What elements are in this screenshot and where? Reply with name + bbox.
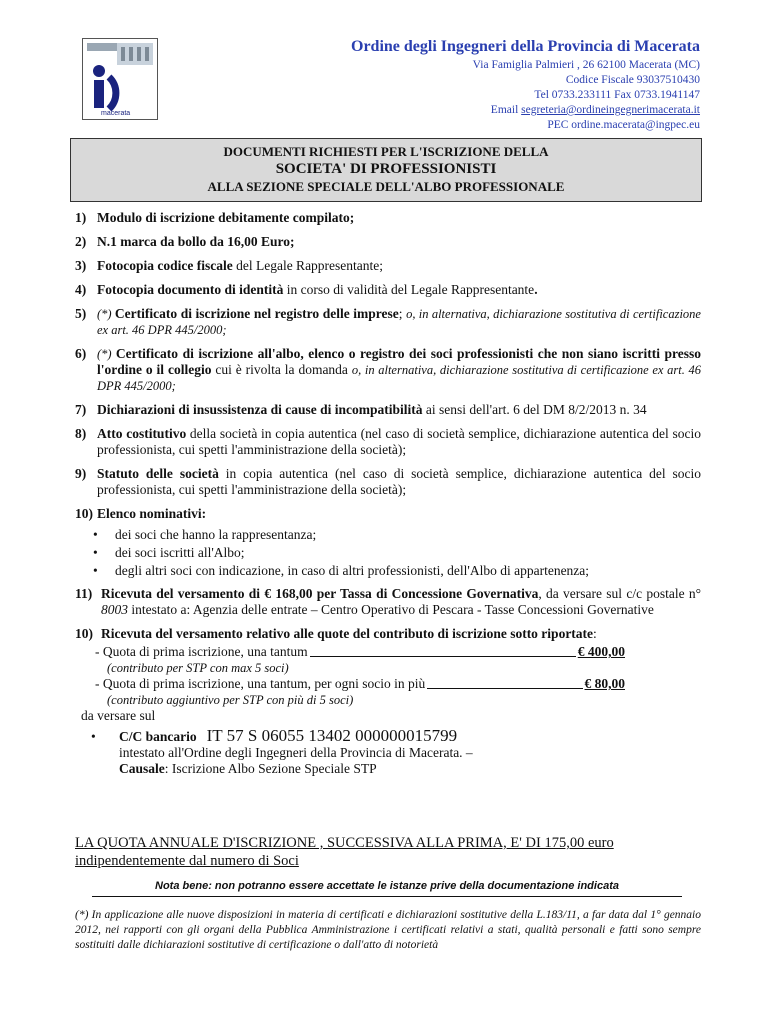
item-text: in copia autentica (nel caso di società semplice, dichiarazione autentica del socio professionista, cui spetti l'amministrazione della società);: [97, 466, 702, 497]
footnote-mark: (*): [97, 307, 115, 321]
payment-intro: da versare sul: [81, 708, 156, 723]
item-text: cui è rivolta la domanda: [211, 362, 352, 377]
organization-logo: [82, 38, 158, 120]
footnote: (*) In applicazione alle nuove disposizioni in materia di certificati e dichiarazioni sostitutive della L.183/11, a far data dal 1° gennaio 2012, nei rapporti con gli organi della Pubblica Amministrazione i certificati relativi a stati, qualità personali e fatti sono sempre sostituiti dalle dichiarazioni sostitutive di certificazione o dall'atto di notorietà: [75, 909, 701, 951]
causale-line: [75, 761, 701, 777]
phone-fax: Tel 0733.233111 Fax 0733.1941147: [534, 89, 700, 101]
item-number: 3): [75, 258, 87, 273]
annual-fee-notice: [75, 834, 701, 870]
item-bold-text: Certificato di iscrizione nel registro delle imprese: [114, 306, 399, 321]
requirements-list: [75, 210, 701, 777]
item-text: , da versare sul c/c postale n°: [538, 586, 702, 601]
org-name: Ordine degli Ingegneri della Provincia di Macerata: [351, 38, 700, 55]
list-item: [75, 426, 701, 458]
bank-label: C/C bancario: [119, 729, 197, 744]
item-number: 11): [75, 586, 93, 601]
pec-line: PEC ordine.macerata@ingpec.eu: [547, 119, 700, 131]
email-link[interactable]: segreteria@ordineingegnerimacerata.it: [521, 104, 700, 116]
quota-amount: € 80,00: [584, 676, 625, 691]
item-text: N.1 marca da bollo da 16,00 Euro;: [97, 234, 295, 249]
document-title-box: [70, 138, 702, 202]
svg-text:macerata: macerata: [101, 110, 131, 117]
list-item: [75, 506, 701, 522]
quota-label: - Quota di prima iscrizione, una tantum, per ogni socio in più: [95, 676, 426, 691]
list-item: [75, 402, 701, 418]
quota-note: (contributo per STP con max 5 soci): [107, 661, 289, 675]
email-line: [351, 103, 700, 118]
list-item: [75, 234, 701, 250]
title-line-3: ALLA SEZIONE SPECIALE DELL'ALBO PROFESSIONALE: [207, 179, 565, 194]
item-bold-text: Fotocopia documento di identità: [97, 282, 284, 297]
item-text: della società in copia autentica (nel caso di società semplice, dichiarazione autentica del socio professionista, cui spetti l'amministrazione della società);: [97, 426, 702, 457]
iban: IT 57 S 06055 13402 000000015799: [206, 726, 458, 745]
bank-account-row: [91, 728, 701, 745]
quota-section: [75, 644, 701, 777]
item-text: ;: [398, 306, 407, 321]
list-item: [75, 306, 701, 338]
email-label: Email: [490, 104, 522, 116]
nota-bene: Nota bene: non potranno essere accettate le istanze prive della documentazione indicata: [92, 880, 682, 897]
nominatives-bullet-list: [93, 526, 701, 580]
bullet-icon: •: [93, 527, 98, 542]
quota-amount: € 400,00: [577, 644, 625, 659]
item-italic-text: o, in alternativa, dichiarazione sostitutiva di certificazione ex art. 46 DPR 445/2000;: [97, 307, 701, 337]
bullet-text: degli altri soci con indicazione, in caso di altri professionisti, dell'Albo di appartenenza;: [115, 563, 590, 578]
item-bold-text: Dichiarazioni di insussistenza di cause di incompatibilità: [97, 402, 423, 417]
item-bold-text: Certificato di iscrizione all'albo, elenco o registro dei soci professionisti che non siano iscritti presso l'ordine o il collegio: [97, 346, 702, 377]
item-bold-text: Elenco nominativi:: [97, 506, 207, 521]
item-end: .: [534, 282, 538, 297]
item-bold-text: Ricevuta del versamento relativo alle quote del contributo di iscrizione sotto riportate: [101, 626, 594, 641]
footnote-mark: (*): [97, 347, 116, 361]
account-number: 8003: [101, 602, 128, 617]
item-text: :: [593, 626, 597, 641]
item-number: 1): [75, 210, 87, 225]
address: Via Famiglia Palmieri , 26 62100 Macerata (MC): [472, 59, 700, 71]
bullet-icon: •: [93, 563, 98, 578]
fill-line: [427, 676, 582, 689]
title-line-2: SOCIETA' DI PROFESSIONISTI: [275, 161, 497, 177]
item-number: 6): [75, 346, 87, 361]
fiscal-code: Codice Fiscale 93037510430: [565, 74, 700, 86]
list-item: [75, 466, 701, 498]
list-item: [75, 282, 701, 298]
item-bold-text: Statuto delle società: [97, 466, 219, 481]
bullet-item: [93, 544, 701, 562]
item-number: 10): [75, 506, 93, 521]
logo-graphic: [83, 39, 157, 119]
item-text: in corso di validità del Legale Rappresentante: [283, 282, 535, 297]
annual-fee-line-2: indipendentemente dal numero di Soci: [75, 853, 299, 869]
quota-row: [75, 644, 625, 660]
list-item: [75, 626, 701, 642]
list-item: [75, 586, 701, 618]
item-italic-text: o, in alternativa, dichiarazione sostitutiva di certificazione ex art. 46 DPR 445/2000;: [97, 363, 701, 393]
bullet-icon: •: [93, 545, 98, 560]
item-text-2: intestato a: Agenzia delle entrate – Centro Operativo di Pescara - Tasse Concessioni Governative: [128, 602, 654, 617]
item-text: del Legale Rappresentante;: [232, 258, 384, 273]
bullet-text: dei soci iscritti all'Albo;: [115, 545, 245, 560]
causale-label: Causale: [119, 761, 165, 776]
item-text: ai sensi dell'art. 6 del DM 8/2/2013 n. 34: [422, 402, 647, 417]
list-item: [75, 210, 701, 226]
annual-fee-line-1: LA QUOTA ANNUALE D'ISCRIZIONE , SUCCESSIVA ALLA PRIMA, E' DI 175,00 euro: [75, 835, 614, 851]
item-number: 7): [75, 402, 87, 417]
item-bold-text: Atto costitutivo: [97, 426, 187, 441]
item-number: 9): [75, 466, 87, 481]
bullet-item: [93, 562, 701, 580]
fill-line: [310, 644, 576, 657]
item-number: 4): [75, 282, 87, 297]
list-item: [75, 346, 701, 394]
item-number: 10): [75, 626, 93, 641]
item-number: 2): [75, 234, 87, 249]
item-text: Modulo di iscrizione debitamente compilato;: [97, 210, 355, 225]
letterhead: [351, 38, 700, 133]
bullet-icon: •: [91, 729, 96, 744]
bullet-item: [93, 526, 701, 544]
quota-note: (contributo aggiuntivo per STP con più di 5 soci): [107, 693, 354, 707]
item-bold-text: Ricevuta del versamento di € 168,00 per Tassa di Concessione Governativa: [101, 586, 539, 601]
causale-text: : Iscrizione Albo Sezione Speciale STP: [164, 761, 377, 776]
title-line-1: DOCUMENTI RICHIESTI PER L'ISCRIZIONE DELLA: [223, 144, 549, 159]
item-bold-text: Fotocopia codice fiscale: [97, 258, 233, 273]
item-number: 8): [75, 426, 87, 441]
quota-row: [75, 676, 625, 692]
list-item: [75, 258, 701, 274]
quota-label: - Quota di prima iscrizione, una tantum: [95, 644, 308, 659]
bullet-text: dei soci che hanno la rappresentanza;: [115, 527, 317, 542]
account-holder: intestato all'Ordine degli Ingegneri della Provincia di Macerata. –: [119, 745, 473, 760]
item-number: 5): [75, 306, 87, 321]
